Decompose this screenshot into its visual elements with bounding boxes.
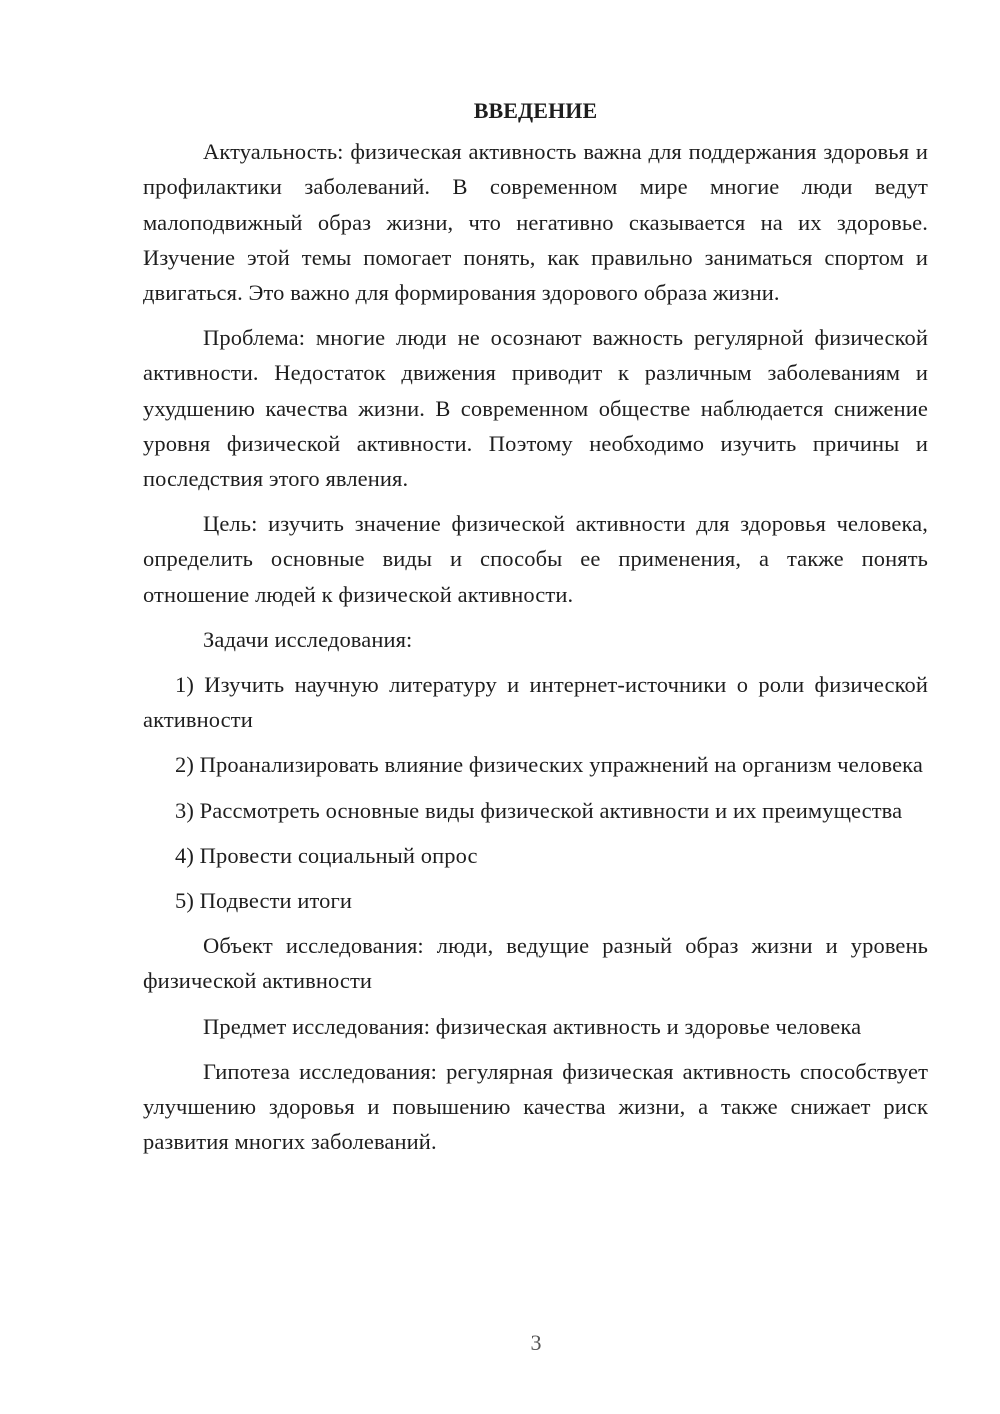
hypothesis-paragraph: Гипотеза исследования: регулярная физическая активность способствует улучшению здоровья и повышению качества жизни, а также снижает риск развития многих заболеваний. (143, 1058, 928, 1155)
subject-paragraph: Предмет исследования: физическая активность и здоровье человека (203, 1013, 862, 1039)
task-item-2: 2) Проанализировать влияние физических упражнений на организм человека (175, 752, 923, 778)
task-item-4: 4) Провести социальный опрос (175, 842, 478, 868)
tasks-heading: Задачи исследования: (203, 626, 413, 652)
relevance-paragraph: Актуальность: физическая активность важна для поддержания здоровья и профилактики заболеваний. В современном мире многие люди ведут малоподвижный образ жизни, что негативно сказывается на их здоровье. Изучение этой темы помогает понять, как правильно заниматься спортом и двигаться. Это важно для формирования здорового образа жизни. (143, 139, 928, 306)
page-content (143, 93, 928, 1169)
problem-paragraph: Проблема: многие люди не осознают важность регулярной физической активности. Недостаток движения приводит к различным заболеваниям и ухудшению качества жизни. В современном обществе наблюдается снижение уровня физической активности. Поэтому необходимо изучить причины и последствия этого явления. (143, 325, 928, 492)
task-item-5: 5) Подвести итоги (175, 888, 352, 914)
goal-paragraph: Цель: изучить значение физической активности для здоровья человека, определить основные виды и способы ее применения, а также понять отношение людей к физической активности. (143, 511, 928, 607)
page-number: 3 (530, 1330, 542, 1355)
task-item-1: 1) Изучить научную литературу и интернет-источники о роли физической активности (143, 672, 928, 733)
section-title: ВВЕДЕНИЕ (473, 98, 598, 123)
task-item-3: 3) Рассмотреть основные виды физической активности и их преимущества (175, 797, 903, 823)
object-paragraph: Объект исследования: люди, ведущие разный образ жизни и уровень физической активности (143, 933, 928, 994)
